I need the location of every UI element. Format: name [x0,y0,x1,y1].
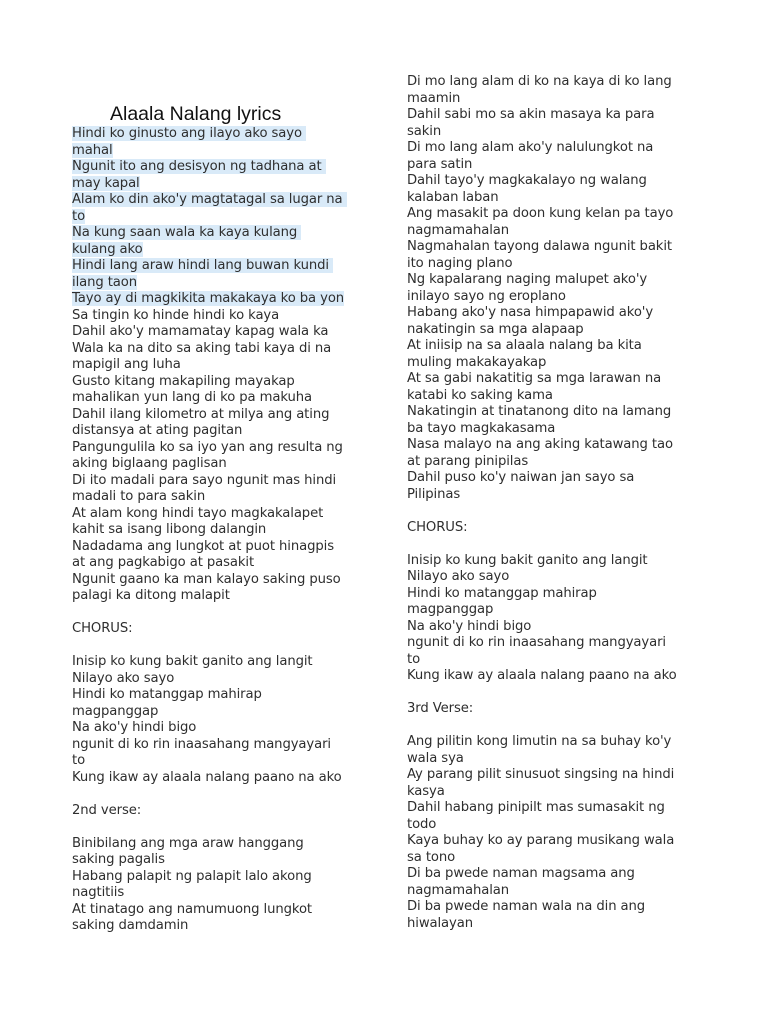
lyric-text: ngunit di ko rin inaasahang mangyayari [72,736,336,752]
lyric-text: para satin [407,156,473,172]
lyric-line [72,291,372,308]
highlighted-text: Na kung saan wala ka kaya kulang [72,225,302,240]
blank-line [407,503,707,520]
lyric-line [72,390,372,407]
lyric-text: 3rd Verse: [407,701,474,716]
lyric-text: at ang pagkabigo at pasakit [72,555,255,570]
lyric-text: Ang masakit pa doon kung kelan pa tayo [407,206,678,221]
lyric-text: Kung ikaw ay alaala nalang paano na ako [407,668,677,683]
lyric-line [72,852,372,869]
lyric-text: Dahil tayo'y magkakalayo ng walang [407,173,651,188]
lyric-line [407,140,707,157]
lyric-line [72,522,372,539]
lyric-line [72,242,372,259]
lyric-text: At iniisip na sa alaala nalang ba kita [407,338,646,353]
lyric-line [407,371,707,388]
lyric-line [72,555,372,572]
lyric-line [407,652,707,669]
highlighted-text: Hindi lang araw hindi lang buwan kundi [72,258,334,273]
lyric-line [407,305,707,322]
blank-line [407,536,707,553]
highlighted-text: mahal [72,142,113,158]
lyric-text: Nadadama ang lungkot at puot hinagpis [72,538,339,554]
lyric-text: magpanggap [407,602,494,617]
lyric-line [407,817,707,834]
lyric-text: At alam kong hindi tayo magkakalapet [72,505,328,521]
lyric-text: Di ito madali para sayo ngunit mas hindi [72,472,341,488]
lyric-line [407,272,707,289]
highlighted-text: to [72,208,86,224]
lyric-line [72,621,372,638]
blank-line [72,819,372,836]
lyric-line [72,176,372,193]
lyric-line [407,289,707,306]
lyric-text: Ngunit gaano ka man kalayo saking puso [72,571,345,587]
blank-line [407,718,707,735]
lyric-line [72,159,372,176]
lyric-line [72,209,372,226]
lyric-line [72,753,372,770]
lyric-text: Dahil sabi mo sa akin masaya ka para [407,107,659,122]
lyric-line [407,322,707,339]
lyric-text: Nilayo ako sayo [72,670,175,686]
lyric-line [407,470,707,487]
lyric-text: at parang pinipilas [407,453,529,469]
lyric-text: Di ba pwede naman wala na din ang [407,899,650,914]
lyric-text: palagi ka ditong malapit [72,588,230,603]
lyric-line [72,374,372,391]
lyric-line [407,866,707,883]
lyric-line [72,126,372,143]
lyric-line [407,487,707,504]
lyric-text: ito naging plano [407,255,513,271]
lyric-text: todo [407,816,437,832]
lyric-line [407,190,707,207]
lyric-text: Di mo lang alam ako'y nalulungkot na [407,140,658,155]
lyric-text: ba tayo magkakasama [407,420,556,436]
blank-line [72,605,372,622]
lyric-line [407,520,707,537]
lyric-text: CHORUS: [407,519,468,535]
lyric-text: At tinatago ang namumuong lungkot [72,901,317,917]
lyric-line [407,124,707,141]
lyric-text: maamin [407,90,461,106]
lyric-line [407,404,707,421]
lyric-text: Nilayo ako sayo [407,569,510,584]
lyric-line [72,720,372,737]
lyric-line [72,654,372,671]
lyric-line [72,687,372,704]
lyric-line [407,751,707,768]
lyric-text: Hindi ko matanggap mahirap [407,585,601,601]
lyric-line [72,770,372,787]
lyric-line [407,602,707,619]
highlighted-text: Ngunit ito ang desisyon ng tadhana at [72,159,326,174]
lyric-line [72,885,372,902]
lyric-line [407,734,707,751]
lyric-line [72,440,372,457]
lyric-text: Ay parang pilit sinusuot singsing na hindi [407,767,679,782]
lyric-text: ngunit di ko rin inaasahang mangyayari [407,635,671,650]
lyric-line [407,421,707,438]
lyric-text: to [72,753,86,768]
lyric-text: wala sya [407,750,464,766]
lyric-text: Pangungulila ko sa iyo yan ang resulta ng [72,439,347,455]
lyric-line [407,668,707,685]
lyric-line [407,899,707,916]
lyric-text: kahit sa isang libong dalangin [72,522,267,537]
lyric-text: 2nd verse: [72,802,142,818]
highlighted-text: Alam ko din ako'y magtatagal sa lugar na [72,192,347,207]
lyric-text: Dahil ilang kilometro at milya ang ating [72,406,334,422]
highlighted-text: Tayo ay di magkikita makakaya ko ba yon [72,291,345,306]
lyric-text: sa tono [407,849,456,865]
lyric-line [407,437,707,454]
lyric-line [407,338,707,355]
lyric-line [72,275,372,292]
lyric-text: sakin [407,123,442,139]
lyric-line [72,225,372,242]
lyric-line [407,355,707,372]
lyric-text: magpanggap [72,703,159,719]
lyric-text: distansya at ating pagitan [72,423,243,438]
lyric-line [72,539,372,556]
lyric-line [72,704,372,721]
lyric-text: saking pagalis [72,852,165,867]
lyric-line [72,143,372,160]
lyric-text: to [407,651,421,667]
lyric-line [407,388,707,405]
lyric-text: nagmamahalan [407,882,510,898]
lyric-line [72,737,372,754]
lyric-line [407,206,707,223]
lyric-line [72,357,372,374]
lyric-line [72,836,372,853]
lyric-line [407,701,707,718]
lyric-line [407,586,707,603]
right-lyrics-column [407,74,707,932]
lyric-text: Pilipinas [407,486,461,502]
lyric-line [407,569,707,586]
blank-line [72,638,372,655]
lyric-line [72,407,372,424]
highlighted-text: may kapal [72,175,140,191]
lyric-text: Kaya buhay ko ay parang musikang wala [407,833,679,848]
lyric-line [72,489,372,506]
lyric-text: Inisip ko kung bakit ganito ang langit [407,552,648,568]
lyric-text: Gusto kitang makapiling mayakap [72,373,299,389]
left-lyrics-column [72,126,372,935]
lyric-line [407,256,707,273]
lyric-line [407,239,707,256]
lyric-line [407,833,707,850]
highlighted-text: Hindi ko ginusto ang ilayo ako sayo [72,126,307,141]
lyric-line [407,784,707,801]
lyric-text: kalaban laban [407,189,499,205]
lyric-line [407,553,707,570]
lyric-text: Binibilang ang mga araw hanggang [72,835,308,851]
lyric-text: Ang pilitin kong limutin na sa buhay ko'y [407,734,676,749]
lyric-line [72,918,372,935]
lyric-line [72,803,372,820]
lyric-text: Ng kapalarang naging malupet ako'y [407,272,652,287]
lyric-line [72,324,372,341]
lyric-line [407,916,707,933]
lyric-text: Sa tingin ko hinde hindi ko kaya [72,307,280,323]
lyric-line [407,883,707,900]
lyric-line [72,572,372,589]
lyric-text: Di mo lang alam di ko na kaya di ko lang [407,74,676,89]
lyric-line [407,850,707,867]
lyric-line [72,902,372,919]
lyric-text: nagtitiis [72,885,125,900]
lyric-line [407,173,707,190]
lyric-line [72,456,372,473]
lyric-line [72,258,372,275]
lyric-line [407,767,707,784]
lyric-line [72,506,372,523]
lyric-text: madali to para sakin [72,489,206,504]
lyric-text: Hindi ko matanggap mahirap [72,687,266,702]
lyric-text: Kung ikaw ay alaala nalang paano na ako [72,769,342,785]
lyric-text: Inisip ko kung bakit ganito ang langit [72,654,313,669]
highlighted-text: ilang taon [72,274,138,290]
lyric-text: kasya [407,783,445,799]
lyric-text: Na ako'y hindi bigo [72,720,197,735]
lyric-line [407,619,707,636]
lyric-text: mapigil ang luha [72,357,181,372]
lyric-text: mahalikan yun lang di ko pa makuha [72,390,312,405]
lyric-line [407,157,707,174]
lyric-text: hiwalayan [407,915,473,931]
lyric-text: Habang palapit ng palapit lalo akong [72,868,316,884]
lyric-text: Habang ako'y nasa himpapawid ako'y [407,305,658,320]
lyric-line [407,107,707,124]
lyric-line [407,800,707,817]
lyric-line [72,308,372,325]
lyric-line [407,454,707,471]
lyric-text: Na ako'y hindi bigo [407,618,532,634]
lyric-text: Wala ka na dito sa aking tabi kaya di na [72,340,336,356]
lyric-line [72,423,372,440]
lyric-text: katabi ko saking kama [407,387,553,403]
blank-line [72,786,372,803]
lyric-line [72,588,372,605]
lyric-text: Nasa malayo na ang aking katawang tao [407,437,678,452]
lyric-line [407,223,707,240]
lyric-text: Dahil habang pinipilt mas sumasakit ng [407,800,669,815]
lyric-text: Di ba pwede naman magsama ang [407,866,639,881]
lyric-text: At sa gabi nakatitig sa mga larawan na [407,371,666,386]
lyric-text: muling makakayakap [407,354,547,370]
lyric-line [407,74,707,91]
lyric-text: Nagmahalan tayong dalawa ngunit bakit [407,239,677,254]
lyric-text: nagmamahalan [407,222,510,238]
lyric-line [72,473,372,490]
lyric-text: Dahil puso ko'y naiwan jan sayo sa [407,470,639,485]
lyric-text: inilayo sayo ng eroplano [407,288,566,304]
blank-line [407,685,707,702]
lyric-text: saking damdamin [72,918,189,933]
lyric-line [72,341,372,358]
lyric-line [72,192,372,209]
lyric-text: Nakatingin at tinatanong dito na lamang [407,404,676,419]
lyric-line [72,869,372,886]
lyric-line [407,635,707,652]
lyric-text: aking biglaang paglisan [72,456,227,471]
lyric-line [72,671,372,688]
document-title: Alaala Nalang lyrics [110,103,282,125]
highlighted-text: kulang ako [72,241,143,257]
lyric-text: CHORUS: [72,621,133,636]
lyric-text: Dahil ako'y mamamatay kapag wala ka [72,324,329,339]
lyric-text: nakatingin sa mga alapaap [407,321,584,337]
lyric-line [407,91,707,108]
